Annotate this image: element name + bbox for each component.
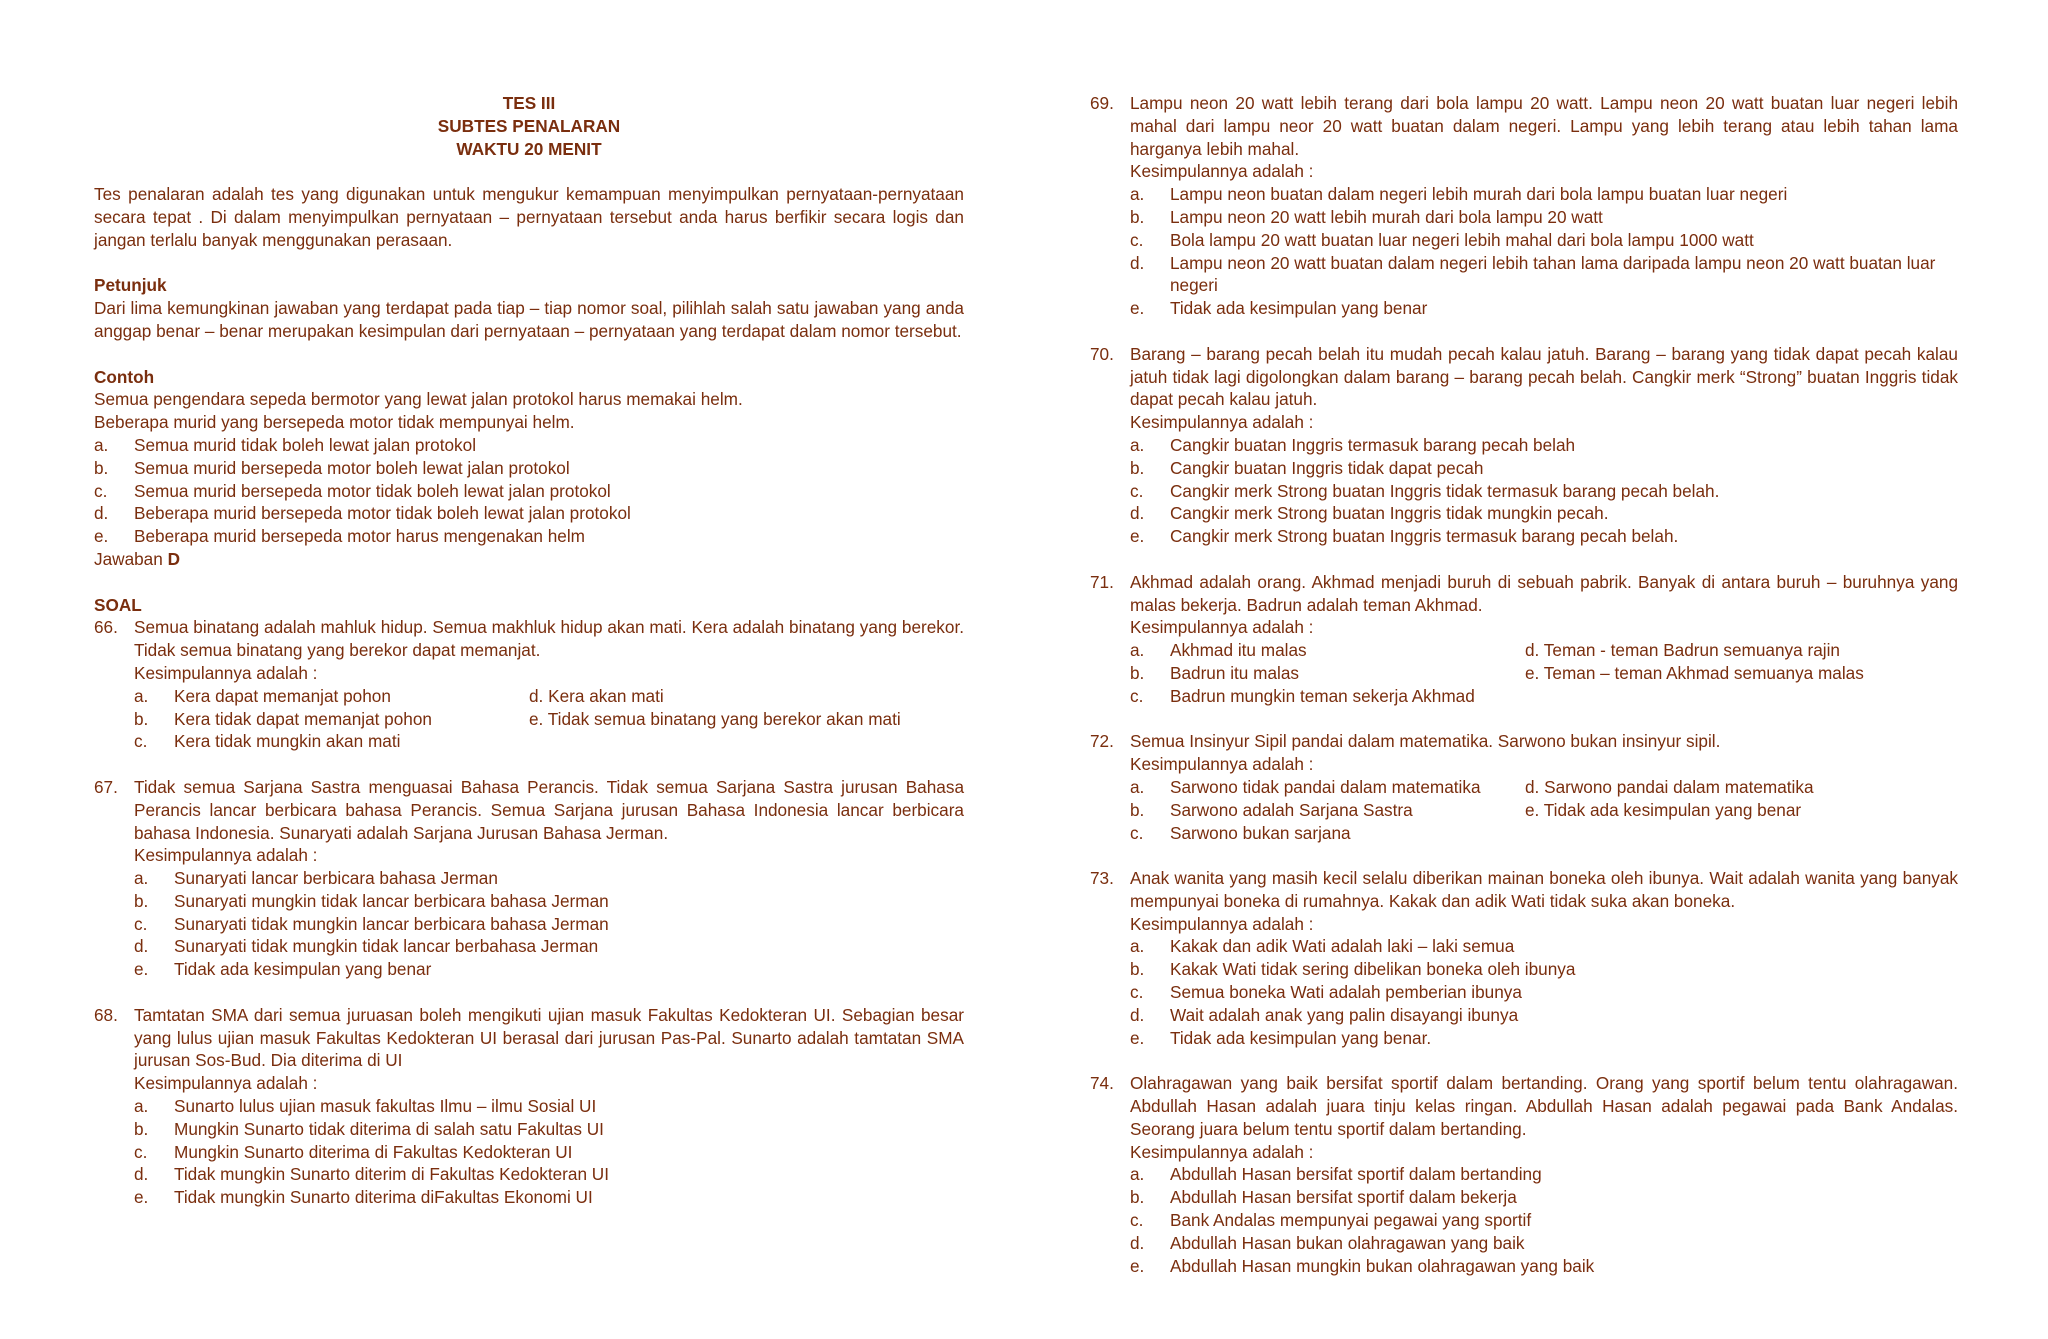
question-68: 68. Tamtatan SMA dari semua juruasan boleh mengikuti ujian masuk Fakultas Kedokteran UI. Sebagian besar yang lulus ujian masuk Fakultas Kedokteran UI berasal dari jurusan Pas-Pal. Sunarto adalah tamtatan SMA jurusan Sos-Bud. Dia diterima di UI Kesimpulannya adalah : a. Sunarto lulus ujian masuk fakultas Ilmu – ilmu Sosial UI b. Mungkin Sunarto tidak diterima di salah satu Fakultas UI c. Mungkin Sunarto diterima di Fakultas Kedokteran UI d. Tidak mungkin Sunarto diterim di Fakultas Kedokteran UI e. Tidak mungkin Sunarto diterima diFakultas Ekonomi UI bbox=[94, 1004, 964, 1208]
option-row: b. Sarwono adalah Sarjana Sastra e. Tidak ada kesimpulan yang benar bbox=[1130, 799, 1802, 820]
contoh-option: d. Beberapa murid bersepeda motor tidak boleh lewat jalan protokol bbox=[94, 503, 631, 524]
intro-paragraph: Tes penalaran adalah tes yang digunakan untuk mengukur kemampuan menyimpulkan pernyataan-pernyataan secara tepat . Di dalam menyimpulkan pernyataan – pernyataan tersebut anda harus berfikir secara logis dan jangan terlalu banyak menggunakan perasaan. bbox=[94, 184, 964, 250]
question-73: 73. Anak wanita yang masih kecil selalu diberikan mainan boneka oleh ibunya. Wait adalah wanita yang banyak mempunyai boneka di rumahnya. Kakak dan adik Wati tidak suka akan boneka. Kesimpulannya adalah : a. Kakak dan adik Wati adalah laki – laki semua b. Kakak Wati tidak sering dibelikan boneka oleh ibunya c. Semua boneka Wati adalah pemberian ibunya d. Wait adalah anak yang palin disayangi ibunya e. Tidak ada kesimpulan yang benar. bbox=[1090, 868, 1958, 1048]
soal-heading: SOAL bbox=[94, 594, 142, 615]
option: a. Sunaryati lancar berbicara bahasa Jerman bbox=[134, 868, 498, 889]
contoh-answer: Jawaban D bbox=[94, 548, 181, 569]
test-title: TES III bbox=[502, 93, 556, 113]
question-stem: Anak wanita yang masih kecil selalu diberikan mainan boneka oleh ibunya. Wait adalah wanita yang banyak mempunyai boneka di rumahnya. Kakak dan adik Wati tidak suka akan boneka. bbox=[1130, 868, 1958, 911]
option: e. Cangkir merk Strong buatan Inggris termasuk barang pecah belah. bbox=[1130, 526, 1679, 547]
option: c. Semua boneka Wati adalah pemberian ibunya bbox=[1130, 982, 1522, 1003]
question-stem: Semua Insinyur Sipil pandai dalam matematika. Sarwono bukan insinyur sipil. bbox=[1130, 731, 1721, 752]
option: e. Abdullah Hasan mungkin bukan olahragawan yang baik bbox=[1130, 1255, 1595, 1276]
question-69: 69. Lampu neon 20 watt lebih terang dari bola lampu 20 watt. Lampu neon 20 watt buatan luar negeri lebih mahal dari lampu neor 20 watt buatan dalam negeri. Lampu yang lebih terang atau lebih tahan lama harganya lebih mahal. Kesimpulannya adalah : a. Lampu neon buatan dalam negeri lebih murah dari bola lampu buatan luar negeri b. Lampu neon 20 watt lebih murah dari bola lampu 20 watt c. Bola lampu 20 watt buatan luar negeri lebih mahal dari bola lampu 1000 watt d. Lampu neon 20 watt buatan dalam negeri lebih tahan lama daripada lampu neon 20 watt buatan luar negeri e. Tidak ada kesimpulan yang benar bbox=[1090, 93, 1958, 319]
option: a. Cangkir buatan Inggris termasuk barang pecah belah bbox=[1130, 434, 1576, 455]
option: d. Wait adalah anak yang palin disayangi ibunya bbox=[1130, 1004, 1519, 1025]
option: e. Tidak ada kesimpulan yang benar bbox=[1130, 298, 1428, 319]
contoh-option: b. Semua murid bersepeda motor boleh lewat jalan protokol bbox=[94, 457, 570, 478]
conclusion-label: Kesimpulannya adalah : bbox=[134, 662, 318, 683]
option: a. Abdullah Hasan bersifat sportif dalam bertanding bbox=[1130, 1164, 1542, 1185]
option: a. Lampu neon buatan dalam negeri lebih murah dari bola lampu buatan luar negeri bbox=[1130, 184, 1788, 205]
option: b. Mungkin Sunarto tidak diterima di salah satu Fakultas UI bbox=[134, 1118, 604, 1139]
petunjuk-heading: Petunjuk bbox=[94, 275, 167, 296]
question-stem: Tamtatan SMA dari semua juruasan boleh mengikuti ujian masuk Fakultas Kedokteran UI. Sebagian besar yang lulus ujian masuk Fakultas Kedokteran UI berasal dari jurusan Pas-Pal. Sunarto adalah tamtatan SMA jurusan Sos-Bud. Dia diterima di UI bbox=[134, 1004, 964, 1071]
contoh-option: c. Semua murid bersepeda motor tidak boleh lewat jalan protokol bbox=[94, 480, 611, 501]
option: b. Kakak Wati tidak sering dibelikan boneka oleh ibunya bbox=[1130, 959, 1576, 980]
conclusion-label: Kesimpulannya adalah : bbox=[1130, 617, 1314, 638]
question-stem: Akhmad adalah orang. Akhmad menjadi buruh di sebuah pabrik. Banyak di antara buruh – buruhnya yang malas bekerja. Badrun adalah teman Akhmad. bbox=[1130, 571, 1958, 615]
contoh-statement-2: Beberapa murid yang bersepeda motor tidak mempunyai helm. bbox=[94, 412, 575, 433]
option: d. Lampu neon 20 watt buatan dalam negeri lebih tahan lama daripada lampu neon 20 watt buatan luar negeri bbox=[1130, 252, 1936, 296]
option: e. Tidak ada kesimpulan yang benar. bbox=[1130, 1027, 1432, 1048]
option-row: b. Badrun itu malas e. Teman – teman Akhmad semuanya malas bbox=[1130, 662, 1864, 683]
conclusion-label: Kesimpulannya adalah : bbox=[1130, 161, 1314, 182]
question-74: 74. Olahragawan yang baik bersifat sportif dalam bertanding. Orang yang sportif belum tentu olahragawan. Abdullah Hasan adalah juara tinju kelas ringan. Abdullah Hasan adalah pegawai pada Bank Andalas. Seorang juara belum tentu sportif dalam bertanding. Kesimpulannya adalah : a. Abdullah Hasan bersifat sportif dalam bertanding b. Abdullah Hasan bersifat sportif dalam bekerja c. Bank Andalas mempunyai pegawai yang sportif d. Abdullah Hasan bukan olahragawan yang baik e. Abdullah Hasan mungkin bukan olahragawan yang baik bbox=[1090, 1073, 1958, 1276]
right-column bbox=[1090, 92, 1958, 1277]
option-row: c. Badrun mungkin teman sekerja Akhmad bbox=[1130, 685, 1475, 706]
question-stem: Semua binatang adalah mahluk hidup. Semua makhluk hidup akan mati. Kera adalah binatang yang berekor. Tidak semua binatang yang berekor dapat memanjat. bbox=[134, 617, 964, 661]
contoh-option: a. Semua murid tidak boleh lewat jalan protokol bbox=[94, 434, 477, 455]
option: d. Sunaryati tidak mungkin tidak lancar berbahasa Jerman bbox=[134, 936, 599, 957]
option: a. Kakak dan adik Wati adalah laki – laki semua bbox=[1130, 936, 1515, 957]
option-row: c. Kera tidak mungkin akan mati bbox=[134, 731, 401, 752]
question-stem: Lampu neon 20 watt lebih terang dari bola lampu 20 watt. Lampu neon 20 watt buatan luar negeri lebih mahal dari lampu neor 20 watt buatan dalam negeri. Lampu yang lebih terang atau lebih tahan lama harganya lebih mahal. bbox=[1130, 93, 1958, 159]
option: d. Cangkir merk Strong buatan Inggris tidak mungkin pecah. bbox=[1130, 503, 1609, 524]
option: b. Lampu neon 20 watt lebih murah dari bola lampu 20 watt bbox=[1130, 206, 1603, 227]
question-stem: Tidak semua Sarjana Sastra menguasai Bahasa Perancis. Tidak semua Sarjana Sastra jurusan Bahasa Perancis lancar berbicara bahasa Perancis. Semua Sarjana jurusan Bahasa Indonesia lancar berbicara bahasa Indonesia. Sunaryati adalah Sarjana Jurusan Bahasa Jerman. bbox=[134, 776, 964, 843]
question-66: 66. Semua binatang adalah mahluk hidup. Semua makhluk hidup akan mati. Kera adalah binatang yang berekor. Tidak semua binatang yang berekor dapat memanjat. Kesimpulannya adalah : a. Kera dapat memanjat pohon d. Kera akan mati b. Kera tidak dapat memanjat pohon e. Tidak semua binatang yang berekor akan mati c. Kera tidak mungkin akan mati bbox=[94, 617, 964, 752]
conclusion-label: Kesimpulannya adalah : bbox=[1130, 1141, 1314, 1162]
option: c. Bank Andalas mempunyai pegawai yang sportif bbox=[1130, 1210, 1532, 1231]
left-column bbox=[94, 92, 964, 1209]
option: c. Mungkin Sunarto diterima di Fakultas Kedokteran UI bbox=[134, 1141, 573, 1162]
contoh-option: e. Beberapa murid bersepeda motor harus mengenakan helm bbox=[94, 526, 585, 547]
question-71: 71. Akhmad adalah orang. Akhmad menjadi buruh di sebuah pabrik. Banyak di antara buruh – buruhnya yang malas bekerja. Badrun adalah teman Akhmad. Kesimpulannya adalah : a. Akhmad itu malas d. Teman - teman Badrun semuanya rajin b. Badrun itu malas e. Teman – teman Akhmad semuanya malas c. Badrun mungkin teman sekerja Akhmad bbox=[1090, 571, 1958, 706]
petunjuk-text: Dari lima kemungkinan jawaban yang terdapat pada tiap – tiap nomor soal, pilihlah salah satu jawaban yang anda anggap benar – benar merupakan kesimpulan dari pernyataan – pernyataan yang terdapat dalam nomor tersebut. bbox=[94, 298, 964, 341]
conclusion-label: Kesimpulannya adalah : bbox=[134, 845, 318, 866]
option: b. Cangkir buatan Inggris tidak dapat pecah bbox=[1130, 457, 1484, 478]
contoh-heading: Contoh bbox=[94, 366, 155, 387]
conclusion-label: Kesimpulannya adalah : bbox=[1130, 913, 1314, 934]
conclusion-label: Kesimpulannya adalah : bbox=[1130, 412, 1314, 433]
question-72: 72. Semua Insinyur Sipil pandai dalam matematika. Sarwono bukan insinyur sipil. Kesimpulannya adalah : a. Sarwono tidak pandai dalam matematika d. Sarwono pandai dalam matematika b. Sarwono adalah Sarjana Sastra e. Tidak ada kesimpulan yang benar c. Sarwono bukan sarjana bbox=[1090, 730, 1958, 844]
contoh-statement-1: Semua pengendara sepeda bermotor yang lewat jalan protokol harus memakai helm. bbox=[94, 389, 743, 410]
option: b. Sunaryati mungkin tidak lancar berbicara bahasa Jerman bbox=[134, 890, 609, 911]
option: e. Tidak mungkin Sunarto diterima diFakultas Ekonomi UI bbox=[134, 1187, 593, 1208]
question-67: 67. Tidak semua Sarjana Sastra menguasai Bahasa Perancis. Tidak semua Sarjana Sastra jurusan Bahasa Perancis lancar berbicara bahasa Perancis. Semua Sarjana jurusan Bahasa Indonesia lancar berbicara bahasa Indonesia. Sunaryati adalah Sarjana Jurusan Bahasa Jerman. Kesimpulannya adalah : a. Sunaryati lancar berbicara bahasa Jerman b. Sunaryati mungkin tidak lancar berbicara bahasa Jerman c. Sunaryati tidak mungkin lancar berbicara bahasa Jerman d. Sunaryati tidak mungkin tidak lancar berbahasa Jerman e. Tidak ada kesimpulan yang benar bbox=[94, 776, 964, 980]
option: c. Sunaryati tidak mungkin lancar berbicara bahasa Jerman bbox=[134, 913, 609, 934]
option-row: a. Sarwono tidak pandai dalam matematika d. Sarwono pandai dalam matematika bbox=[1130, 776, 1814, 797]
option-row: b. Kera tidak dapat memanjat pohon e. Tidak semua binatang yang berekor akan mati bbox=[134, 708, 901, 729]
subtest-title: SUBTES PENALARAN bbox=[437, 115, 621, 136]
option: e. Tidak ada kesimpulan yang benar bbox=[134, 959, 432, 980]
question-70: 70. Barang – barang pecah belah itu mudah pecah kalau jatuh. Barang – barang yang tidak dapat pecah kalau jatuh tidak lagi digolongkan dalam barang – barang pecah belah. Cangkir merk “Strong” buatan Inggris tidak dapat pecah kalau jatuh. Kesimpulannya adalah : a. Cangkir buatan Inggris termasuk barang pecah belah b. Cangkir buatan Inggris tidak dapat pecah c. Cangkir merk Strong buatan Inggris tidak termasuk barang pecah belah. d. Cangkir merk Strong buatan Inggris tidak mungkin pecah. e. Cangkir merk Strong buatan Inggris termasuk barang pecah belah. bbox=[1090, 343, 1958, 547]
conclusion-label: Kesimpulannya adalah : bbox=[1130, 754, 1314, 775]
option-row: c. Sarwono bukan sarjana bbox=[1130, 822, 1351, 843]
conclusion-label: Kesimpulannya adalah : bbox=[134, 1073, 318, 1094]
option-row: a. Kera dapat memanjat pohon d. Kera akan mati bbox=[134, 685, 664, 706]
option: d. Tidak mungkin Sunarto diterim di Fakultas Kedokteran UI bbox=[134, 1164, 609, 1185]
option: c. Cangkir merk Strong buatan Inggris tidak termasuk barang pecah belah. bbox=[1130, 480, 1720, 501]
question-stem: Barang – barang pecah belah itu mudah pecah kalau jatuh. Barang – barang yang tidak dapat pecah kalau jatuh tidak lagi digolongkan dalam barang – barang pecah belah. Cangkir merk “Strong” buatan Inggris tidak dapat pecah kalau jatuh. bbox=[1130, 343, 1958, 410]
option: d. Abdullah Hasan bukan olahragawan yang baik bbox=[1130, 1232, 1525, 1253]
option-row: a. Akhmad itu malas d. Teman - teman Badrun semuanya rajin bbox=[1130, 640, 1840, 661]
option: c. Bola lampu 20 watt buatan luar negeri lebih mahal dari bola lampu 1000 watt bbox=[1130, 229, 1754, 250]
time-limit: WAKTU 20 MENIT bbox=[456, 138, 602, 159]
question-stem: Olahragawan yang baik bersifat sportif dalam bertanding. Orang yang sportif belum tentu olahragawan. Abdullah Hasan adalah juara tinju kelas ringan. Abdullah Hasan adalah pegawai pada Bank Andalas. Seorang juara belum tentu sportif dalam bertanding. bbox=[1130, 1073, 1958, 1139]
option: a. Sunarto lulus ujian masuk fakultas Ilmu – ilmu Sosial UI bbox=[134, 1096, 597, 1117]
option: b. Abdullah Hasan bersifat sportif dalam bekerja bbox=[1130, 1187, 1517, 1208]
